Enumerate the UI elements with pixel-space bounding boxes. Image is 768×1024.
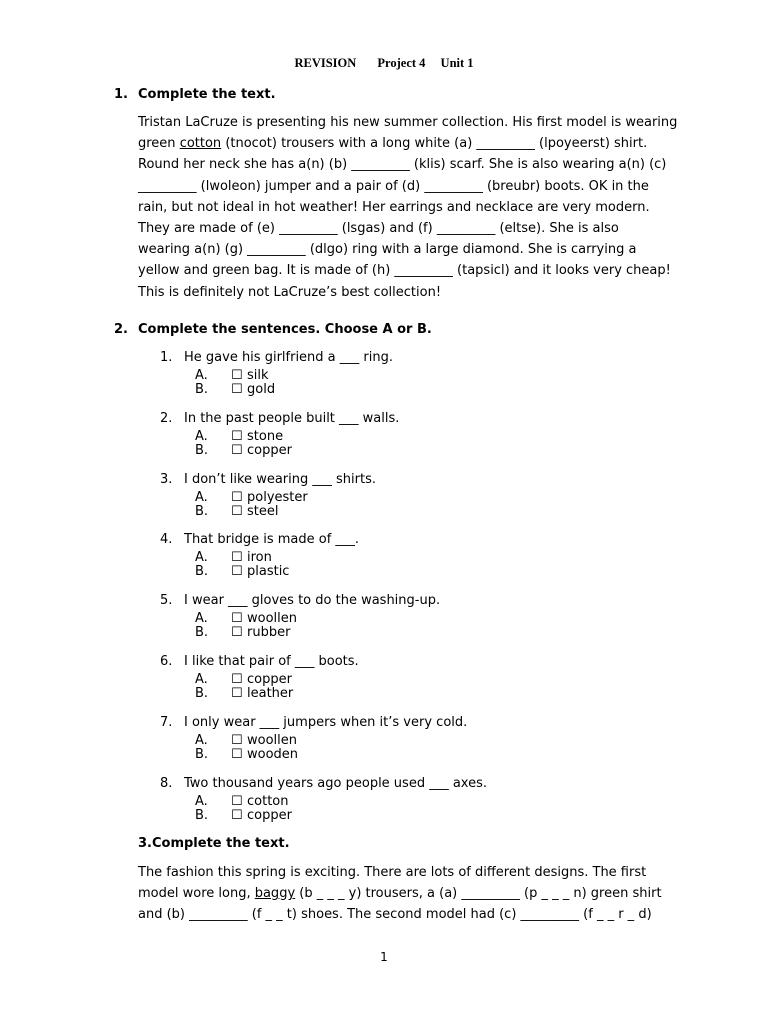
option-label: copper bbox=[247, 672, 292, 687]
question-number: 1. bbox=[160, 350, 173, 365]
option-letter: B. bbox=[195, 382, 209, 397]
option-label: iron bbox=[247, 550, 272, 566]
section1-text-run: (tnocot) trousers with a long white (a) _________ (lpoyeerst) shirt. bbox=[221, 136, 648, 152]
section1-line bbox=[138, 218, 698, 239]
page-number: 1 bbox=[380, 950, 388, 964]
question-number: 5. bbox=[160, 593, 173, 609]
question-8-option-a[interactable] bbox=[195, 795, 289, 809]
option-letter: B. bbox=[195, 686, 209, 701]
section1-line bbox=[138, 112, 698, 133]
option-letter: B. bbox=[195, 746, 209, 762]
page-title bbox=[0, 56, 768, 71]
option-label: stone bbox=[247, 428, 284, 444]
question-text: I like that pair of ___ boots. bbox=[184, 654, 359, 669]
section1-text-run: yellow and green bag. It is made of (h) _________ (tapsicl) and it looks very cheap! bbox=[138, 263, 671, 279]
option-label: plastic bbox=[247, 564, 290, 580]
option-letter: A. bbox=[195, 793, 208, 809]
section1-example-answer: cotton bbox=[179, 136, 222, 152]
option-letter: A. bbox=[195, 672, 208, 687]
option-label: silk bbox=[247, 368, 269, 383]
question-2-option-b[interactable] bbox=[195, 444, 292, 458]
question-number: 2. bbox=[160, 410, 173, 426]
question-text: He gave his girlfriend a ___ ring. bbox=[184, 350, 393, 365]
question-2-option-a[interactable] bbox=[195, 430, 283, 444]
option-letter: B. bbox=[195, 503, 209, 519]
section1-line bbox=[138, 260, 698, 281]
section1-line bbox=[138, 197, 698, 218]
option-label: copper bbox=[247, 442, 292, 458]
section1-text-run: green bbox=[138, 136, 180, 152]
title-project: Project 4 bbox=[377, 56, 426, 70]
option-letter: B. bbox=[195, 564, 209, 580]
question-text: That bridge is made of ___. bbox=[184, 532, 360, 548]
section1-text bbox=[138, 112, 698, 303]
question-3 bbox=[160, 472, 376, 487]
section1-text-run: rain, but not ideal in hot weather! Her earrings and necklace are very modern. bbox=[138, 199, 650, 215]
section1-line bbox=[138, 133, 698, 154]
option-label: leather bbox=[247, 686, 294, 701]
section1-title: Complete the text. bbox=[138, 87, 276, 102]
title-revision: REVISION bbox=[294, 56, 357, 70]
section2-title: Complete the sentences. Choose A or B. bbox=[138, 322, 432, 337]
question-6-option-a[interactable] bbox=[195, 673, 292, 687]
question-number: 6. bbox=[160, 654, 173, 669]
checkbox-icon[interactable]: ☐ bbox=[231, 368, 243, 383]
section3-text-run: The fashion this spring is exciting. There are lots of different designs. The first bbox=[138, 865, 647, 880]
title-unit: Unit 1 bbox=[440, 56, 474, 70]
checkbox-icon[interactable]: ☐ bbox=[231, 428, 243, 444]
section3-line bbox=[138, 904, 698, 925]
checkbox-icon[interactable]: ☐ bbox=[231, 611, 243, 627]
option-letter: A. bbox=[195, 550, 208, 566]
question-8 bbox=[160, 776, 487, 791]
question-5-option-a[interactable] bbox=[195, 612, 297, 626]
question-5 bbox=[160, 593, 440, 608]
option-label: gold bbox=[247, 382, 276, 397]
section1-line bbox=[138, 239, 698, 260]
section1-line bbox=[138, 282, 698, 303]
checkbox-icon[interactable]: ☐ bbox=[231, 686, 243, 701]
checkbox-icon[interactable]: ☐ bbox=[231, 746, 243, 762]
checkbox-icon[interactable]: ☐ bbox=[231, 732, 243, 748]
section1-number: 1. bbox=[114, 87, 128, 102]
question-3-option-a[interactable] bbox=[195, 491, 308, 505]
question-text: I only wear ___ jumpers when it’s very cold. bbox=[184, 714, 468, 730]
section2-heading bbox=[114, 322, 432, 337]
checkbox-icon[interactable]: ☐ bbox=[231, 564, 243, 580]
question-7-option-a[interactable] bbox=[195, 734, 297, 748]
question-4-option-a[interactable] bbox=[195, 551, 272, 565]
option-letter: A. bbox=[195, 428, 208, 444]
section3-text-run: and (b) _________ (f _ _ t) shoes. The second model had (c) _________ (f _ _ r _ d) bbox=[138, 907, 652, 923]
option-letter: A. bbox=[195, 732, 208, 748]
checkbox-icon[interactable]: ☐ bbox=[231, 503, 243, 519]
option-label: cotton bbox=[247, 793, 289, 809]
option-letter: B. bbox=[195, 625, 209, 641]
section3-text-run: (b _ _ _ y) trousers, a (a) _________ (p _ _ _ n) green shirt bbox=[295, 886, 662, 902]
option-label: steel bbox=[247, 503, 279, 519]
checkbox-icon[interactable]: ☐ bbox=[231, 793, 243, 809]
question-4 bbox=[160, 532, 359, 547]
question-1 bbox=[160, 350, 393, 365]
checkbox-icon[interactable]: ☐ bbox=[231, 550, 243, 566]
checkbox-icon[interactable]: ☐ bbox=[231, 382, 243, 397]
option-letter: B. bbox=[195, 807, 209, 823]
section1-text-run: _________ (lwoleon) jumper and a pair of (d) _________ (breubr) boots. OK in the bbox=[138, 178, 649, 194]
option-label: rubber bbox=[247, 625, 291, 641]
question-3-option-b[interactable] bbox=[195, 505, 278, 519]
question-8-option-b[interactable] bbox=[195, 809, 292, 823]
question-text: I don’t like wearing ___ shirts. bbox=[184, 471, 376, 487]
section1-heading bbox=[114, 87, 276, 102]
checkbox-icon[interactable]: ☐ bbox=[231, 807, 243, 823]
option-letter: A. bbox=[195, 611, 208, 627]
question-6-option-b[interactable] bbox=[195, 687, 293, 701]
section1-line bbox=[138, 176, 698, 197]
checkbox-icon[interactable]: ☐ bbox=[231, 442, 243, 458]
question-6 bbox=[160, 654, 359, 669]
question-number: 4. bbox=[160, 532, 173, 548]
question-1-option-a[interactable] bbox=[195, 369, 269, 383]
question-2 bbox=[160, 411, 399, 426]
section3-line bbox=[138, 883, 698, 904]
section3-line bbox=[138, 862, 698, 883]
section3-text bbox=[138, 862, 698, 926]
question-text: Two thousand years ago people used ___ axes. bbox=[184, 775, 487, 791]
section3-text-run: model wore long, bbox=[138, 886, 255, 902]
question-5-option-b[interactable] bbox=[195, 626, 290, 640]
question-7 bbox=[160, 715, 467, 730]
checkbox-icon[interactable]: ☐ bbox=[231, 672, 243, 687]
option-letter: B. bbox=[195, 442, 209, 458]
option-label: polyester bbox=[247, 489, 308, 505]
question-text: I wear ___ gloves to do the washing-up. bbox=[184, 593, 441, 609]
question-number: 3. bbox=[160, 471, 173, 487]
section1-text-run: Tristan LaCruze is presenting his new summer collection. His first model is wearing bbox=[138, 115, 678, 130]
option-label: woollen bbox=[247, 611, 298, 627]
section1-text-run: They are made of (e) _________ (lsgas) and (f) _________ (eltse). She is also bbox=[138, 221, 619, 237]
section1-text-run: This is definitely not LaCruze’s best collection! bbox=[138, 284, 442, 300]
question-7-option-b[interactable] bbox=[195, 748, 298, 762]
question-text: In the past people built ___ walls. bbox=[184, 410, 400, 426]
section2-number: 2. bbox=[114, 322, 128, 337]
section3-heading: 3.Complete the text. bbox=[138, 836, 290, 851]
option-label: wooden bbox=[247, 746, 299, 762]
section1-text-run: Round her neck she has a(n) (b) _________ (klis) scarf. She is also wearing a(n) (c) bbox=[138, 157, 667, 173]
checkbox-icon[interactable]: ☐ bbox=[231, 625, 243, 641]
option-label: copper bbox=[247, 807, 292, 823]
section1-text-run: wearing a(n) (g) _________ (dlgo) ring with a large diamond. She is carrying a bbox=[138, 242, 637, 258]
checkbox-icon[interactable]: ☐ bbox=[231, 489, 243, 505]
question-number: 7. bbox=[160, 714, 173, 730]
option-label: woollen bbox=[247, 732, 298, 748]
option-letter: A. bbox=[195, 368, 208, 383]
section1-line bbox=[138, 154, 698, 175]
question-number: 8. bbox=[160, 775, 173, 791]
question-4-option-b[interactable] bbox=[195, 565, 289, 579]
section3-example-answer: baggy bbox=[254, 886, 296, 902]
option-letter: A. bbox=[195, 489, 208, 505]
question-1-option-b[interactable] bbox=[195, 383, 275, 397]
